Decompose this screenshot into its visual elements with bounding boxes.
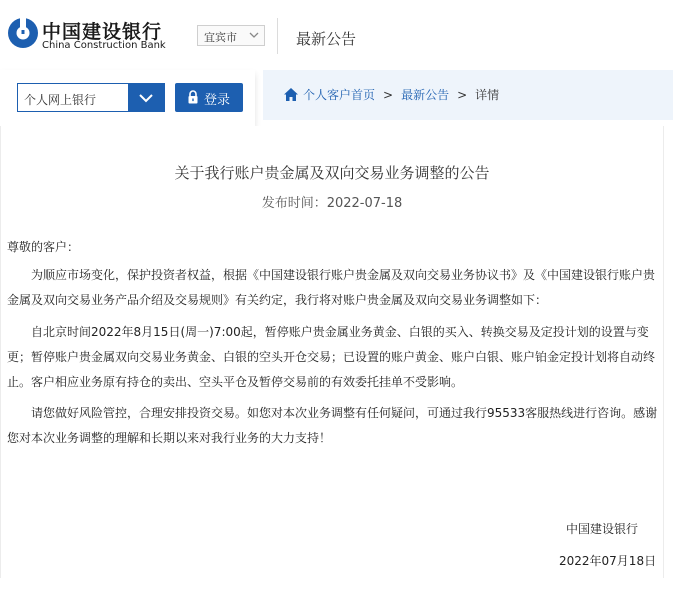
chevron-down-icon xyxy=(248,28,260,42)
city-selector[interactable] xyxy=(197,25,265,46)
logo-text-en: China Construction Bank xyxy=(42,40,166,51)
article-paragraph: 自北京时间2022年8月15日(周一)7:00起，暂停账户贵金属业务黄金、白银的买入、转换交易及定投计划的设置与变更；暂停账户贵金属双向交易业务黄金、白银的空头开仓交易；已设置的账户黄金、账户白银、账户铂金定投计划将自动终止。客户相应业务原有持仓的卖出、空头平仓及暂停交易前的有效委托挂单不受影响。 xyxy=(7,325,656,389)
breadcrumb-separator: > xyxy=(383,88,394,102)
article-title: 关于我行账户贵金属及双向交易业务调整的公告 xyxy=(174,164,490,182)
channel-dropdown-toggle[interactable] xyxy=(128,84,164,111)
article-date: 发布时间：2022-07-18 xyxy=(261,196,403,211)
breadcrumb-separator: > xyxy=(457,88,468,102)
header-divider xyxy=(277,18,278,54)
lock-icon xyxy=(187,90,199,104)
chevron-down-icon xyxy=(128,84,164,111)
article-paragraph: 为顺应市场变化，保护投资者权益，根据《中国建设银行账户贵金属及双向交易业务协议书》及《中国建设银行账户贵金属及双向交易业务产品介绍及交易规则》有关约定，我行将对账户贵金属及双向交易业务调整如下： xyxy=(7,268,656,307)
login-panel xyxy=(0,70,255,126)
channel-select-value: 个人网上银行 xyxy=(24,93,97,107)
channel-select[interactable] xyxy=(17,83,165,112)
site-header xyxy=(0,0,679,70)
login-button-label: 登录 xyxy=(204,92,231,107)
home-icon[interactable] xyxy=(283,87,299,102)
breadcrumb xyxy=(283,86,499,103)
logo-text-cn: 中国建设银行 xyxy=(42,21,163,43)
breadcrumb-bar xyxy=(263,70,673,120)
login-button[interactable] xyxy=(175,83,243,112)
article-paragraph: 请您做好风险管控，合理安排投资交易。如您对本次业务调整有任何疑问，可通过我行95533客服热线进行咨询。感谢您对本次业务调整的理解和长期以来对我行业务的大力支持！ xyxy=(7,406,658,445)
article-signature-date: 2022年07月18日 xyxy=(559,554,657,568)
section-title: 最新公告 xyxy=(296,30,357,48)
city-label: 宜宾市 xyxy=(204,31,237,44)
article-container xyxy=(0,126,664,578)
breadcrumb-news-link[interactable]: 最新公告 xyxy=(401,88,450,102)
article-greeting: 尊敬的客户： xyxy=(7,240,80,254)
article-signature: 中国建设银行 xyxy=(566,522,639,536)
breadcrumb-home-link[interactable]: 个人客户首页 xyxy=(303,88,376,102)
ccb-logo-icon xyxy=(6,16,40,50)
breadcrumb-current: 详情 xyxy=(475,88,500,102)
